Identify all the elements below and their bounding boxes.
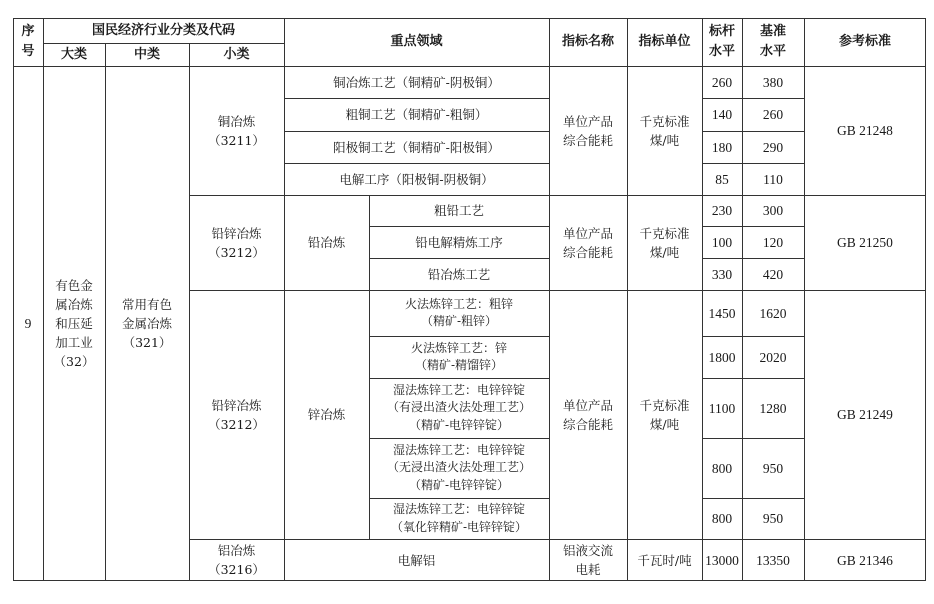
grid-line (702, 438, 804, 439)
benchmark-copper-3: 180 (711, 139, 733, 155)
grid-line (702, 258, 804, 259)
indicator-name-copper: 单位产品 综合能耗 (562, 113, 613, 148)
baseline-zinc-2: 2020 (759, 349, 787, 365)
grid-line (702, 226, 804, 227)
grid-line (284, 98, 549, 99)
baseline-zinc-4: 950 (762, 460, 784, 476)
field-copper-1: 铜冶炼工艺（铜精矿-阴极铜） (333, 74, 500, 90)
baseline-copper-3: 290 (762, 139, 784, 155)
grid-line (925, 18, 926, 581)
field-lead-2: 铅电解精炼工序 (415, 234, 503, 250)
grid-line (189, 539, 926, 540)
minor-copper-smelting: 铜冶炼 （3211） (208, 113, 265, 148)
grid-line (369, 336, 549, 337)
benchmark-zinc-2: 1800 (708, 349, 736, 365)
grid-line (13, 18, 14, 581)
benchmark-copper-4: 85 (715, 171, 729, 187)
baseline-copper-1: 380 (762, 74, 784, 90)
field-zinc-2: 火法炼锌工艺：锌 （精矿-精馏锌） (410, 340, 507, 372)
field-lead-3: 铅冶炼工艺 (427, 266, 491, 282)
header-industry-group: 国民经济行业分类及代码 (91, 22, 235, 38)
minor-lead-zinc-smelting-lead: 铅锌冶炼 （3212） (208, 225, 265, 260)
grid-line (43, 18, 44, 581)
grid-line (804, 18, 805, 581)
baseline-copper-4: 110 (763, 171, 783, 187)
field-lead-1: 粗铅工艺 (433, 203, 484, 218)
indicator-unit-copper: 千克标准 煤/吨 (639, 113, 690, 148)
row-major-category: 有色金 属冶炼 和压延 加工业 （32） (53, 278, 95, 369)
field-aluminium: 电解铝 (397, 552, 436, 568)
field-copper-4: 电解工序（阳极铜-阴极铜） (339, 171, 494, 187)
minor-aluminium-smelting: 铝冶炼 （3216） (208, 543, 265, 577)
grid-line (43, 43, 284, 44)
standard-copper: GB 21248 (837, 123, 893, 138)
baseline-aluminium: 13350 (756, 552, 790, 568)
indicator-unit-zinc: 千克标准 煤/吨 (639, 397, 690, 432)
benchmark-copper-2: 140 (711, 107, 733, 122)
benchmark-zinc-1: 1450 (708, 305, 736, 321)
header-indicator-name: 指标名称 (561, 34, 614, 49)
benchmark-lead-1: 230 (711, 203, 733, 218)
grid-line (702, 498, 804, 499)
grid-line (284, 163, 549, 164)
indicator-name-aluminium: 铝液交流 电耗 (562, 543, 613, 577)
benchmark-zinc-5: 800 (711, 511, 733, 526)
grid-line (189, 290, 926, 291)
benchmark-aluminium: 13000 (705, 552, 739, 568)
benchmark-zinc-4: 800 (711, 460, 733, 476)
benchmark-lead-3: 330 (711, 266, 733, 282)
field-copper-3: 阳极铜工艺（铜精矿-阳极铜） (333, 139, 500, 155)
row-middle-category: 常用有色 金属冶炼 （321） (121, 297, 172, 350)
header-middle: 中类 (133, 46, 160, 62)
field-zinc-1: 火法炼锌工艺：粗锌 （精矿-粗锌） (404, 296, 513, 328)
baseline-copper-2: 260 (762, 107, 784, 122)
grid-line (13, 580, 926, 581)
baseline-lead-2: 120 (762, 234, 784, 250)
field-zinc-3: 湿法炼锌工艺：电锌锌锭 （有浸出渣火法处理工艺） （精矿-电锌锌锭） (386, 382, 531, 432)
grid-line (369, 498, 549, 499)
baseline-lead-1: 300 (762, 203, 784, 218)
subfield-zinc-smelting: 锌冶炼 (307, 407, 346, 422)
indicator-name-zinc: 单位产品 综合能耗 (562, 397, 613, 432)
grid-line (369, 438, 549, 439)
baseline-zinc-5: 950 (762, 511, 784, 526)
header-seq: 序 号 (21, 24, 35, 59)
grid-line (284, 131, 549, 132)
field-zinc-4: 湿法炼锌工艺：电锌锌锭 （无浸出渣火法处理工艺） （精矿-电锌锌锭） (386, 442, 531, 492)
grid-line (702, 98, 804, 99)
header-baseline: 基准 水平 (759, 24, 786, 59)
grid-line (13, 66, 926, 67)
minor-lead-zinc-smelting-zinc: 铅锌冶炼 （3212） (208, 397, 265, 432)
grid-line (189, 43, 190, 581)
grid-line (284, 18, 285, 581)
grid-line (702, 163, 804, 164)
baseline-zinc-3: 1280 (759, 400, 787, 416)
benchmark-lead-2: 100 (711, 234, 733, 250)
grid-line (627, 18, 628, 581)
header-field: 重点领域 (390, 34, 443, 49)
standard-aluminium: GB 21346 (837, 552, 893, 568)
grid-line (189, 195, 926, 196)
grid-line (369, 195, 370, 539)
header-benchmark: 标杆 水平 (708, 24, 735, 59)
indicator-unit-lead: 千克标准 煤/吨 (639, 225, 690, 260)
field-zinc-5: 湿法炼锌工艺：电锌锌锭 （氧化锌精矿-电锌锌锭） (390, 502, 528, 534)
baseline-zinc-1: 1620 (759, 305, 787, 321)
baseline-lead-3: 420 (762, 266, 784, 282)
subfield-lead-smelting: 铅冶炼 (307, 235, 346, 250)
grid-line (702, 378, 804, 379)
indicator-name-lead: 单位产品 综合能耗 (562, 225, 613, 260)
grid-line (702, 18, 703, 581)
grid-line (742, 18, 743, 581)
grid-line (13, 18, 926, 19)
grid-line (549, 18, 550, 581)
grid-line (702, 336, 804, 337)
energy-benchmark-table (13, 18, 926, 581)
indicator-unit-aluminium: 千瓦时/吨 (637, 552, 692, 568)
header-minor: 小类 (223, 46, 250, 62)
grid-line (369, 226, 549, 227)
grid-line (105, 43, 106, 581)
header-major: 大类 (60, 46, 87, 62)
header-indicator-unit: 指标单位 (638, 34, 691, 49)
grid-line (369, 378, 549, 379)
standard-zinc: GB 21249 (837, 407, 893, 422)
benchmark-zinc-3: 1100 (708, 400, 736, 416)
field-copper-2: 粗铜工艺（铜精矿-粗铜） (345, 107, 488, 122)
standard-lead: GB 21250 (837, 235, 893, 250)
grid-line (702, 131, 804, 132)
row-seq: 9 (24, 316, 32, 331)
benchmark-copper-1: 260 (711, 74, 733, 90)
grid-line (369, 258, 549, 259)
header-standard: 参考标准 (838, 34, 891, 49)
